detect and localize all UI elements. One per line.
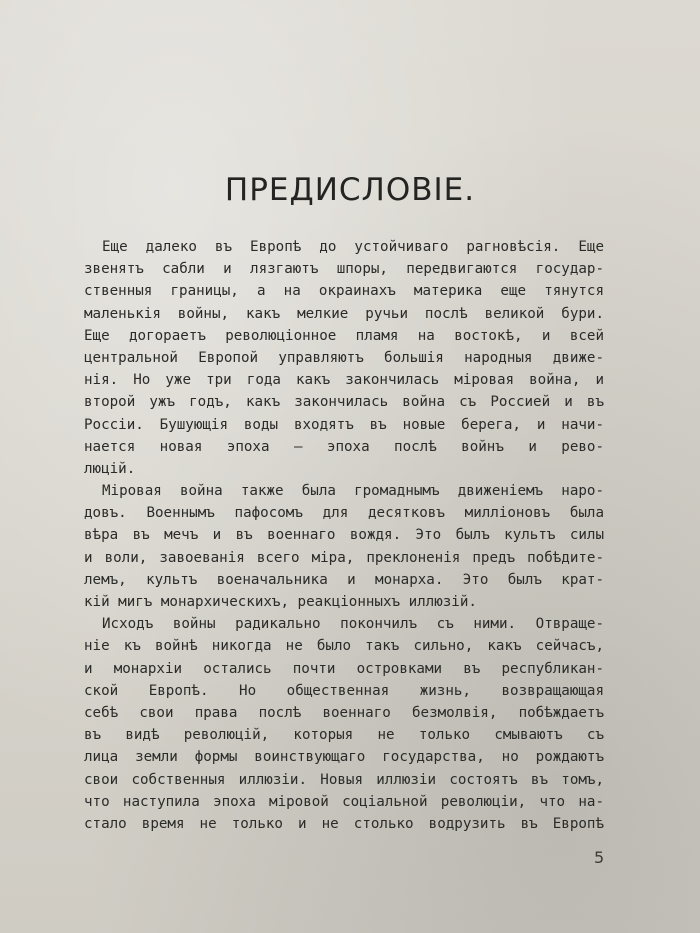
text-line: ніе къ войнѣ никогда не было такъ сильно, какъ сейчасъ, — [84, 638, 604, 655]
text-line: Еще далеко въ Европѣ до устойчиваго рагновѣсія. Еще — [102, 239, 604, 255]
paragraph-1 — [84, 236, 604, 480]
text-line: нія. Но уже три года какъ закончилась міровая война, и — [84, 372, 604, 389]
text-line: лица земли формы воинствующаго государства, но рождаютъ — [84, 749, 604, 766]
text-line: центральной Европой управляютъ большія народныя движе- — [84, 349, 604, 366]
text-line: люцій. — [84, 460, 136, 477]
text-line: лемъ, культъ военачальника и монарха. Это былъ крат- — [84, 571, 604, 588]
text-line: Міровая война также была громаднымъ движеніемъ наро- — [102, 483, 604, 500]
body-text — [84, 236, 604, 835]
text-line: въ видѣ революцій, которыя не только смываютъ съ — [84, 727, 604, 744]
text-line: довъ. Военнымъ пафосомъ для десятковъ милліоновъ была — [84, 505, 604, 522]
text-line: Россіи. Бушующія воды входятъ въ новые берега, и начи- — [84, 416, 604, 433]
text-line: нается новая эпоха — эпоха послѣ войнъ и рево- — [84, 438, 604, 455]
text-line: что наступила эпоха міровой соціальной революціи, что на- — [84, 793, 604, 810]
text-line: звенятъ сабли и лязгаютъ шпоры, передвигаются государ- — [84, 261, 604, 278]
text-line: ственныя границы, а на окраинахъ материка еще тянутся — [84, 283, 604, 300]
text-line: и монархіи остались почти островками въ республикан- — [84, 660, 604, 677]
text-line: кій мигъ монархическихъ, реакціонныхъ иллюзій. — [84, 594, 477, 610]
text-line: ской Европѣ. Но общественная жизнь, возвращающая — [84, 682, 604, 699]
text-line: и воли, завоеванія всего міра, преклоненія предъ побѣдите- — [84, 549, 604, 566]
page-number: 5 — [594, 848, 605, 867]
text-line: вѣра въ мечъ и въ военнаго вождя. Это былъ культъ силы — [84, 527, 604, 544]
text-line: свои собственныя иллюзіи. Новыя иллюзіи состоятъ въ томъ, — [84, 771, 604, 788]
page-title: ПРЕДИСЛОВІЕ. — [224, 172, 476, 208]
text-line: себѣ свои права послѣ военнаго безмолвія, побѣждаетъ — [84, 704, 604, 721]
text-line: маленькія войны, какъ мелкие ручьи послѣ великой бури. — [84, 305, 604, 322]
text-line: второй ужъ годъ, какъ закончилась война съ Россией и въ — [84, 394, 604, 411]
paragraph-3 — [84, 613, 604, 835]
text-line: Исходъ войны радикально покончилъ съ ними. Отвраще- — [102, 616, 604, 633]
text-line: стало время не только и не столько водрузить въ Европѣ — [84, 815, 604, 832]
paragraph-2 — [84, 480, 604, 613]
text-line: Еще догораетъ революціонное пламя на востокѣ, и всей — [84, 327, 604, 344]
